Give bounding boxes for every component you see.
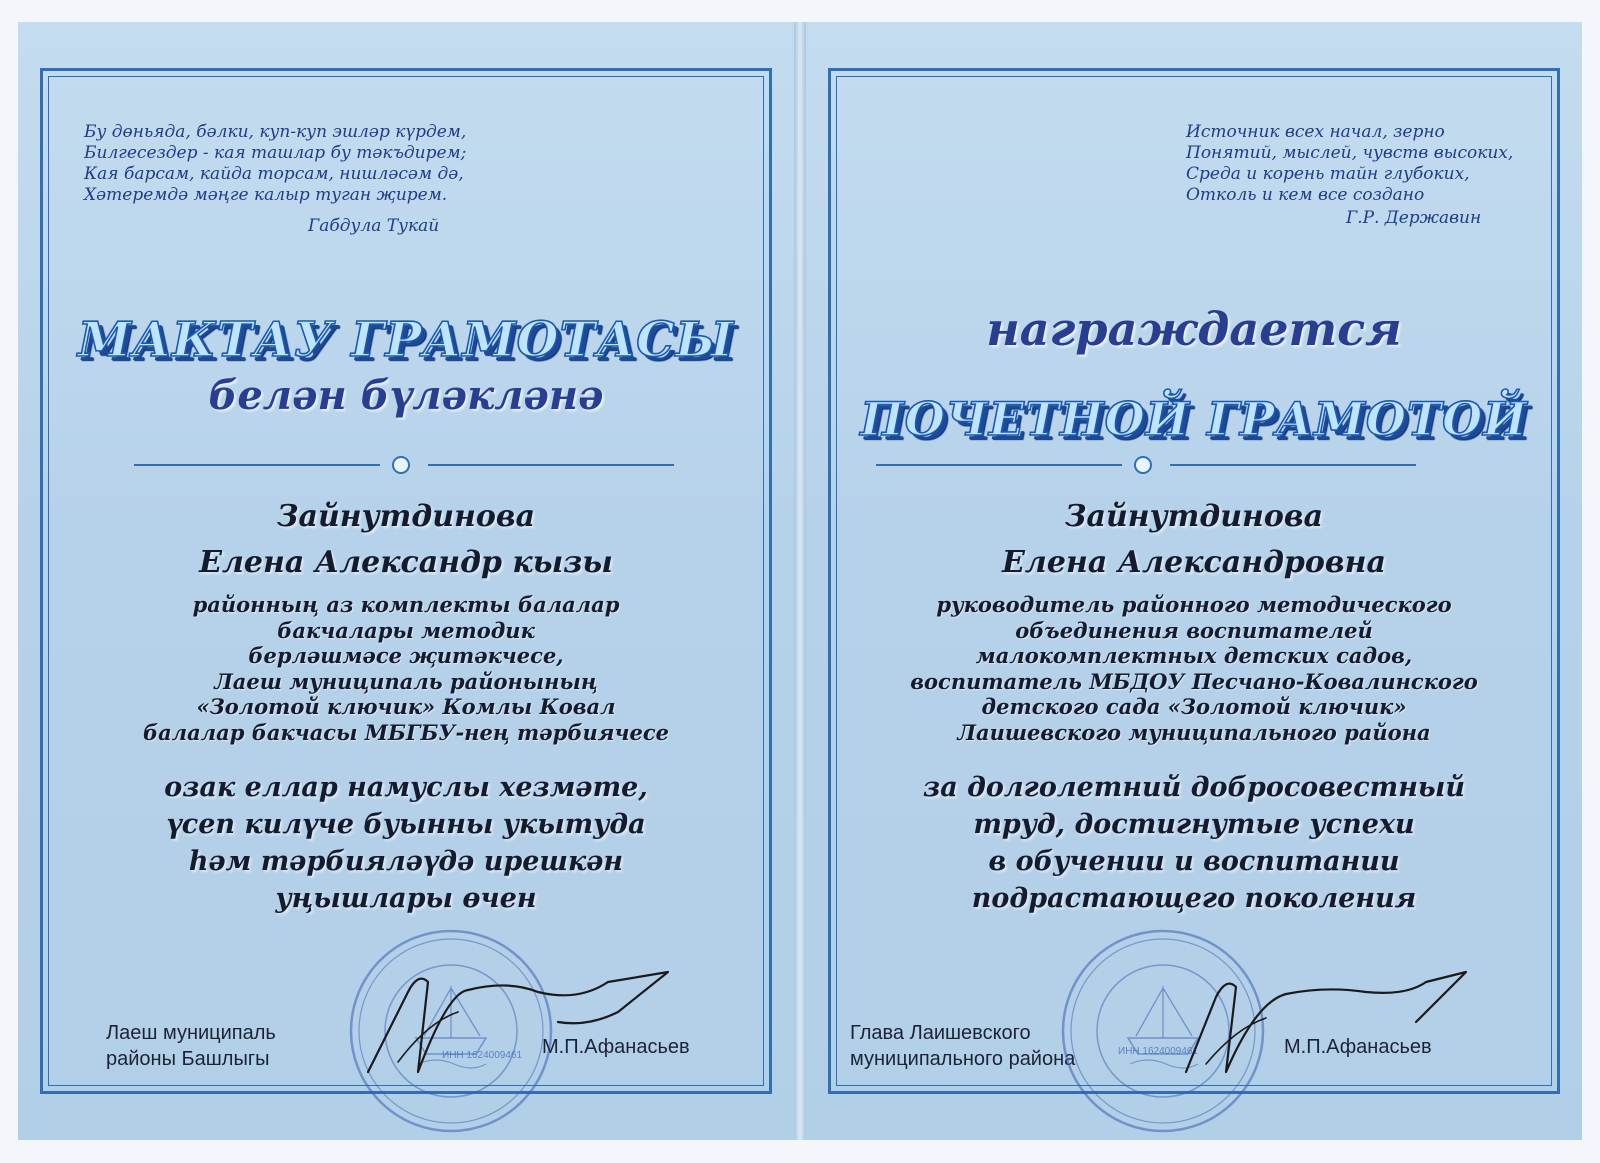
divider-line (1170, 464, 1416, 466)
seal-inn: ИНН 1624009461 (1118, 1046, 1199, 1057)
recipient-name (806, 494, 1582, 586)
certificate-subtitle: награждается (986, 302, 1402, 356)
recipient-position (18, 592, 794, 745)
divider-line (876, 464, 1122, 466)
signatory-title: Глава Лаишевского муниципального района (850, 1022, 1076, 1070)
divider-line (134, 464, 380, 466)
merit-text: озак еллар намуслы хезмәте, үсеп килүче буынны укытуда һәм тәрбияләүдә ирешкән уңышлары өчен (164, 772, 648, 914)
page-fold (794, 22, 806, 1140)
divider-circle-icon (1134, 456, 1152, 474)
signatory-name: М.П.Афанасьев (542, 1036, 690, 1058)
certificate-page-tatar (18, 22, 794, 1140)
recipient-given-names: Елена Александр кызы (199, 545, 613, 580)
recipient-surname: Зайнутдинова (1064, 499, 1324, 534)
signatory-title: Лаеш муниципаль районы Башлыгы (106, 1022, 276, 1070)
signatory-name: М.П.Афанасьев (1284, 1036, 1432, 1058)
merit-statement (18, 769, 794, 917)
position-text: руководитель районного методического объединения воспитателей малокомплектных детских садов, воспитатель МБДОУ Песчано-Ковалинского детского сада «Золотой ключик» Лаишевского муниципального района (910, 592, 1478, 745)
epigraph-author: Г.Р. Державин (1346, 208, 1482, 228)
certificate-subtitle: белән бүләкләнә (208, 372, 604, 419)
seal-inn: ИНН 1624009461 (442, 1050, 523, 1061)
epigraph-poem: Источник всех начал, зерно Понятий, мыслей, чувств высоких, Среда и корень тайн глубоких, Отколь и кем все создано (1186, 122, 1514, 205)
certificate-title: ПОЧЕТНОЙ ГРАМОТОЙ (860, 392, 1528, 446)
divider-circle-icon (392, 456, 410, 474)
position-text: районның аз комплекты балалар бакчалары методик берләшмәсе җитәкчесе, Лаеш муниципаль районының «Золотой ключик» Комлы Ковал балалар бакчасы МБГБУ-нең тәрбиячесе (142, 592, 669, 745)
certificate-page-russian (806, 22, 1582, 1140)
recipient-name (18, 494, 794, 586)
recipient-position (806, 592, 1582, 745)
ornament-divider (134, 456, 674, 474)
handwritten-signature (1126, 952, 1486, 1082)
ornament-divider (876, 456, 1416, 474)
recipient-surname: Зайнутдинова (276, 499, 536, 534)
divider-line (428, 464, 674, 466)
epigraph-poem: Бу дөньяда, бәлки, куп-куп эшләр күрдем, Билгесездер - кая ташлар бу тәкъдирем; Кая барсам, кайда торсам, нишләсәм дә, Хәтеремдә мәңге калыр туган җирем. (84, 122, 467, 205)
merit-text: за долголетний добросовестный труд, достигнутые успехи в обучении и воспитании подрастающего поколения (922, 772, 1466, 914)
recipient-given-names: Елена Александровна (1002, 545, 1386, 580)
handwritten-signature (338, 952, 698, 1082)
epigraph-author: Габдула Тукай (308, 216, 440, 236)
certificate-title: МАКТАУ ГРАМОТАСЫ (77, 312, 735, 368)
merit-statement (806, 769, 1582, 917)
